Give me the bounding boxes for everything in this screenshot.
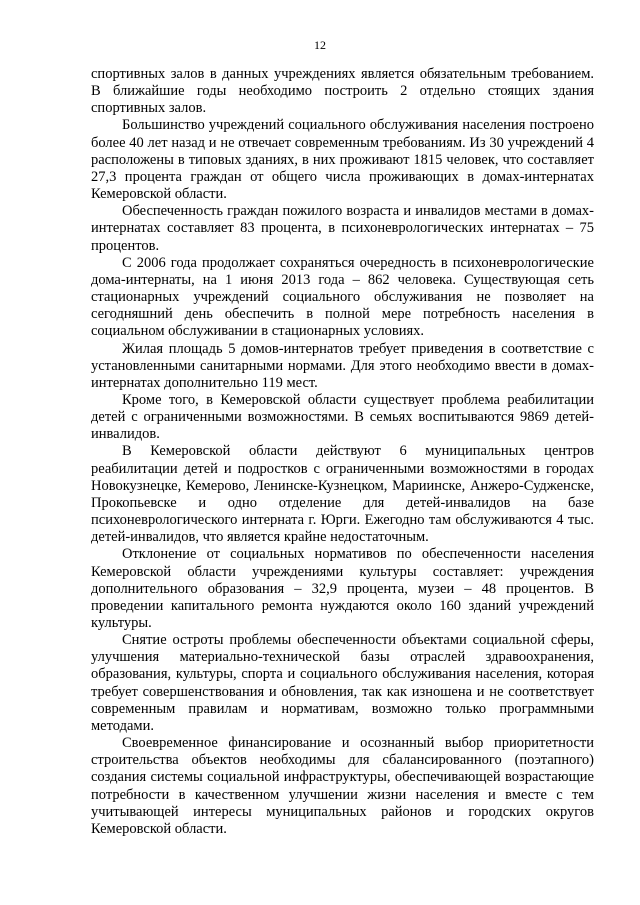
paragraph: Снятие остроты проблемы обеспеченности объектами социальной сферы, улучшения материально-технической базы отраслей здравоохранения, образования, культуры, спорта и социального обслуживания населения, которая требует совершенствования и обновления, так как изношена и не соответствует современным правилам и нормативам, возможно только программными методами. [91, 632, 594, 734]
paragraph: Жилая площадь 5 домов-интернатов требует приведения в соответствие с установленными санитарными нормами. Для этого необходимо ввести в домах-интернатах дополнительно 119 мест. [91, 340, 594, 391]
paragraph: Своевременное финансирование и осознанный выбор приоритетности строительства объектов необходимы для сбалансированного (поэтапного) создания системы социальной инфраструктуры, обеспечивающей возрастающие потребности в качественном улучшении жизни населения и вместе с тем учитывающей интересы муниципальных районов и городских округов Кемеровской области. [91, 735, 594, 837]
paragraph: Обеспеченность граждан пожилого возраста и инвалидов местами в домах-интернатах составляет 83 процента, в психоневрологических интернатах – 75 процентов. [91, 203, 594, 254]
paragraph: В Кемеровской области действуют 6 муниципальных центров реабилитации детей и подростков с ограниченными возможностями в городах Новокузнецке, Кемерово, Ленинске-Кузнецком, Мариинске, Анжеро-Судженске, Прокопьевске и одно отделение для детей-инвалидов на базе психоневрологического интерната г. Юрги. Ежегодно там обслуживаются 4 тыс. детей-инвалидов, что является крайне недостаточным. [91, 443, 594, 546]
page-number: 12 [314, 38, 326, 52]
document-body [91, 66, 594, 838]
paragraph: спортивных залов в данных учреждениях является обязательным требованием. В ближайшие годы необходимо построить 2 отдельно стоящих здания спортивных залов. [91, 66, 594, 117]
paragraph: Отклонение от социальных нормативов по обеспеченности населения Кемеровской области учреждениями культуры составляет: учреждения дополнительного образования – 32,9 процента, музеи – 48 процентов. В проведении капитального ремонта нуждаются около 160 зданий учреждений культуры. [91, 546, 594, 631]
paragraph: Кроме того, в Кемеровской области существует проблема реабилитации детей с ограниченными возможностями. В семьях воспитываются 9869 детей-инвалидов. [91, 391, 594, 443]
paragraph: С 2006 года продолжает сохраняться очередность в психоневрологические дома-интернаты, на 1 июня 2013 года – 862 человека. Существующая сеть стационарных учреждений социального обслуживания не позволяет на сегодняшний день обеспечить в полной мере потребность населения в социальном обслуживании в стационарных условиях. [91, 254, 594, 340]
paragraph: Большинство учреждений социального обслуживания населения построено более 40 лет назад и не отвечает современным требованиям. Из 30 учреждений 4 расположены в типовых зданиях, в них проживают 1815 человек, что составляет 27,3 процента граждан от общего числа проживающих в домах-интернатах Кемеровской области. [91, 117, 594, 203]
